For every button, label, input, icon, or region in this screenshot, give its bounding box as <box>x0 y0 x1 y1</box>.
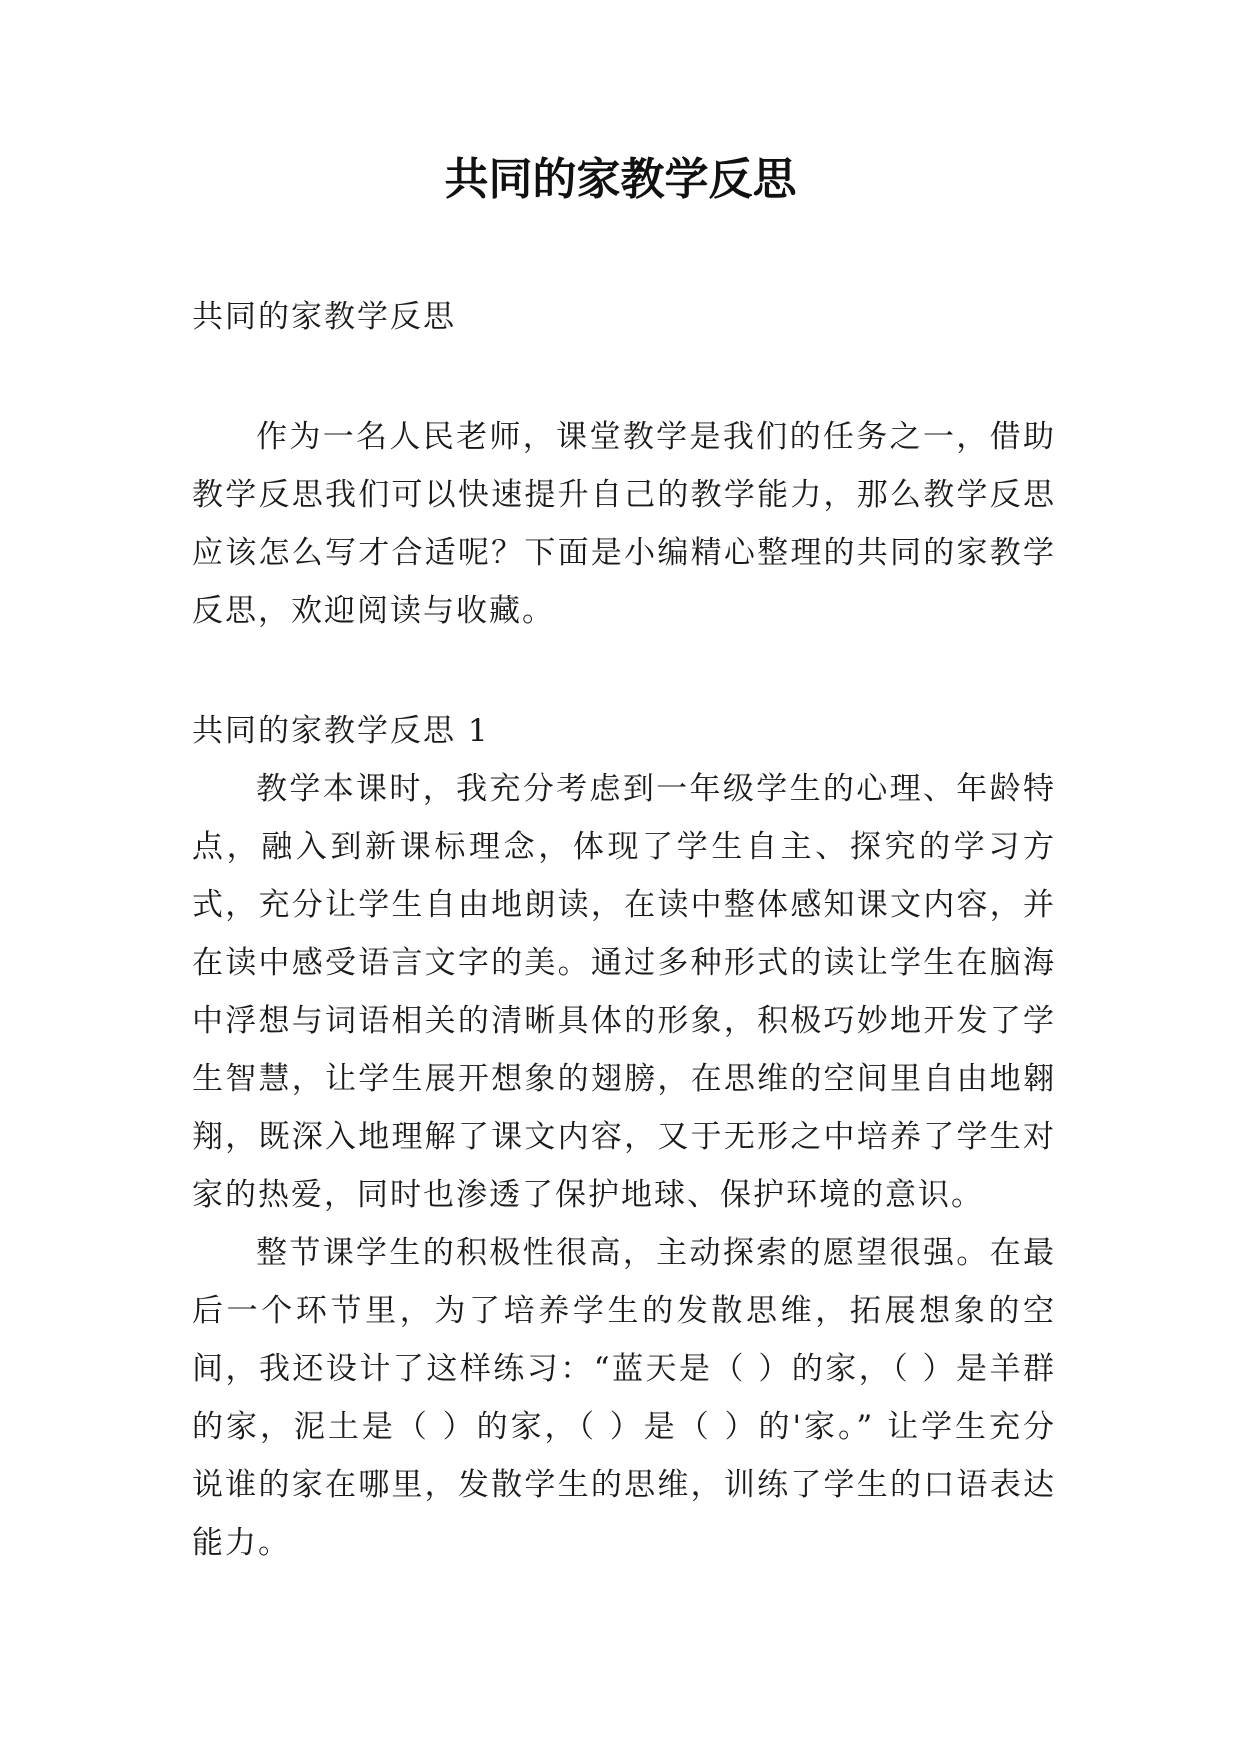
intro-paragraph: 作为一名人民老师，课堂教学是我们的任务之一，借助教学反思我们可以快速提升自己的教学能力，那么教学反思应该怎么写才合适呢？下面是小编精心整理的共同的家教学反思，欢迎阅读与收藏。 <box>192 419 1056 629</box>
body-paragraph: 教学本课时，我充分考虑到一年级学生的心理、年龄特点，融入到新课标理念，体现了学生自主、探究的学习方式，充分让学生自由地朗读，在读中整体感知课文内容，并在读中感受语言文字的美。通过多种形式的读让学生在脑海中浮想与词语相关的清晰具体的形象，积极巧妙地开发了学生智慧，让学生展开想象的翅膀，在思维的空间里自由地翱翔，既深入地理解了课文内容，又于无形之中培养了学生对家的热爱，同时也渗透了保护地球、保护环境的意识。 <box>192 771 1056 1213</box>
body-paragraph: 整节课学生的积极性很高，主动探索的愿望很强。在最后一个环节里，为了培养学生的发散思维，拓展想象的空间，我还设计了这样练习：“蓝天是（ ）的家，（ ）是羊群的家，泥土是（ ）的家，（ ）是（ ）的'家。” 让学生充分说谁的家在哪里，发散学生的思维，训练了学生的口语表达能力。 <box>192 1235 1056 1561</box>
document-title: 共同的家教学反思 <box>444 154 797 205</box>
document-subtitle: 共同的家教学反思 <box>192 299 456 335</box>
section-heading: 共同的家教学反思 1 <box>192 713 490 749</box>
document-body <box>192 288 1056 1572</box>
